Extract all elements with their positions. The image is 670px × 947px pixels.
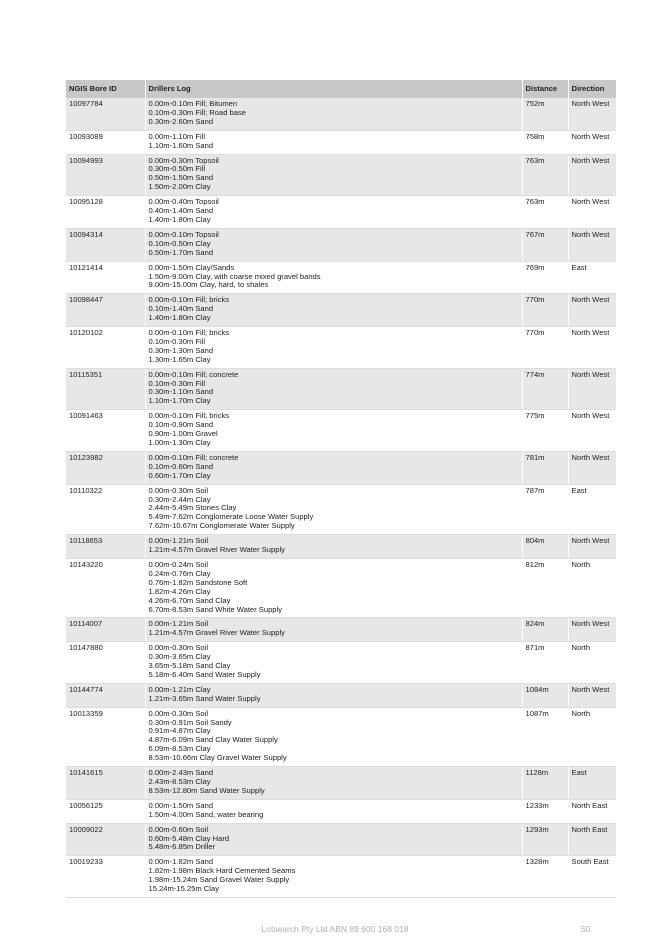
log-line: 0.30m-0.91m Soil Sandy: [148, 717, 232, 727]
distance-cell: 763m: [522, 196, 568, 229]
direction-cell: North: [568, 558, 616, 617]
bore-id-cell: 10114007: [66, 618, 145, 642]
table-row: [66, 558, 616, 617]
log-line: 1.82m-4.26m Clay: [148, 586, 211, 596]
log-line: 0.00m-0.24m Soil: [148, 559, 209, 569]
bore-id-cell: 10013359: [66, 707, 145, 766]
table-row: [66, 484, 616, 535]
log-line: 0.00m-1.21m Soil: [148, 619, 209, 629]
direction-cell: North West: [568, 98, 616, 130]
table-row: [66, 410, 616, 452]
distance-cell: 1128m: [522, 767, 568, 800]
direction-cell: North West: [568, 618, 616, 642]
log-line: 0.00m-1.50m Sand: [148, 800, 214, 810]
log-line: 0.30m-1.30m Sand: [148, 345, 214, 355]
log-line: 0.00m-0.10m Fill; bricks: [148, 295, 230, 305]
log-line: 0.10m-0.30m Fill: [148, 378, 206, 388]
drillers-log-cell: [145, 856, 522, 898]
bore-log-table: [66, 80, 616, 898]
log-line: 0.10m-0.30m Fill: [148, 336, 206, 346]
distance-cell: 804m: [522, 535, 568, 559]
distance-cell: 824m: [522, 618, 568, 642]
bore-id-cell: 10009022: [66, 823, 145, 856]
direction-cell: North West: [568, 154, 616, 196]
direction-cell: North West: [568, 410, 616, 452]
drillers-log-cell: [145, 410, 522, 452]
log-line: 0.00m-0.30m Soil: [148, 643, 209, 653]
table-row: [66, 130, 616, 154]
log-line: 1.98m-15.24m Sand Gravel Water Supply: [148, 875, 290, 885]
log-line: 1.30m-1.65m Clay: [148, 354, 211, 364]
log-line: 6.70m-8.53m Sand White Water Supply: [148, 604, 283, 614]
table-row: [66, 451, 616, 484]
table-row: [66, 154, 616, 196]
log-line: 1.40m-1.80m Clay: [148, 313, 211, 323]
bore-id-cell: 10141615: [66, 767, 145, 800]
direction-cell: North West: [568, 196, 616, 229]
log-line: 0.00m-0.10m Topsoil: [148, 229, 219, 239]
log-line: 5.18m-6.40m Sand Water Supply: [148, 669, 261, 679]
drillers-log-cell: [145, 196, 522, 229]
drillers-log-cell: [145, 154, 522, 196]
table-row: [66, 196, 616, 229]
log-line: 0.50m-1.50m Sand: [148, 173, 214, 183]
log-line: 0.10m-0.30m Fill; Road base: [148, 107, 246, 117]
log-line: 0.30m-1.10m Sand: [148, 387, 214, 397]
log-line: 0.00m-2.43m Sand: [148, 768, 214, 778]
bore-id-cell: 10093089: [66, 130, 145, 154]
log-line: 2.43m-8.53m Clay: [148, 777, 211, 786]
direction-cell: North: [568, 642, 616, 684]
direction-cell: North West: [568, 294, 616, 327]
log-line: 1.50m-4.00m Sand, water bearing: [148, 809, 264, 819]
drillers-log-cell: [145, 294, 522, 327]
log-line: 0.10m-1.40m Sand: [148, 304, 214, 314]
distance-cell: 775m: [522, 410, 568, 452]
log-line: 0.00m-1.10m Fill: [148, 131, 206, 141]
table-row: [66, 642, 616, 684]
log-line: 4.87m-6.09m Sand Clay Water Supply: [148, 735, 278, 745]
header-direction: Direction: [568, 80, 616, 98]
table-header-row: [66, 80, 616, 98]
bore-id-cell: 10091463: [66, 410, 145, 452]
log-line: 0.60m-1.70m Clay: [148, 470, 211, 480]
distance-cell: 1293m: [522, 823, 568, 856]
bore-id-cell: 10094314: [66, 228, 145, 261]
log-line: 0.00m-1.50m Clay/Sands: [148, 262, 235, 272]
bore-id-cell: 10144774: [66, 683, 145, 707]
drillers-log-cell: [145, 823, 522, 856]
log-line: 0.00m-1.21m Clay: [148, 684, 211, 694]
table-row: [66, 228, 616, 261]
distance-cell: 770m: [522, 327, 568, 369]
drillers-log-cell: [145, 767, 522, 800]
drillers-log-cell: [145, 707, 522, 766]
log-line: 9.00m-15.00m Clay, hard, to shales: [148, 280, 269, 290]
drillers-log-cell: [145, 368, 522, 410]
log-line: 1.10m-1.70m Clay: [148, 396, 211, 406]
log-line: 0.00m-1.21m Soil: [148, 536, 209, 546]
drillers-log-cell: [145, 535, 522, 559]
bore-id-cell: 10118653: [66, 535, 145, 559]
drillers-log-cell: [145, 228, 522, 261]
distance-cell: 769m: [522, 261, 568, 294]
header-drillers-log: Drillers Log: [145, 80, 522, 98]
distance-cell: 787m: [522, 484, 568, 535]
table-body: [66, 98, 616, 897]
distance-cell: 1233m: [522, 799, 568, 823]
log-line: 0.10m-0.90m Sand: [148, 420, 214, 430]
table-row: [66, 707, 616, 766]
log-line: 1.21m-3.65m Sand Water Supply: [148, 693, 261, 703]
log-line: 7.62m-10.67m Conglomerate Water Supply: [148, 521, 295, 531]
table-row: [66, 823, 616, 856]
distance-cell: 871m: [522, 642, 568, 684]
direction-cell: East: [568, 261, 616, 294]
log-line: 0.00m-1.82m Sand: [148, 857, 214, 867]
log-line: 0.00m-0.30m Soil: [148, 708, 209, 718]
bore-id-cell: 10143220: [66, 558, 145, 617]
log-line: 0.00m-0.10m Fill; concrete: [148, 369, 239, 379]
log-line: 1.40m-1.80m Clay: [148, 214, 211, 224]
table-row: [66, 683, 616, 707]
header-bore-id: NGIS Bore ID: [66, 80, 145, 98]
log-line: 0.40m-1.40m Sand: [148, 206, 214, 216]
direction-cell: North West: [568, 683, 616, 707]
log-line: 5.48m-6.85m Driller: [148, 842, 216, 852]
log-line: 2.44m-5.49m Stones Clay: [148, 503, 237, 513]
log-line: 1.82m-1.98m Black Hard Cemented Seams: [148, 866, 296, 876]
page-number: 50: [581, 924, 591, 934]
table-row: [66, 368, 616, 410]
drillers-log-cell: [145, 261, 522, 294]
log-line: 0.00m-0.40m Topsoil: [148, 197, 219, 207]
log-line: 0.00m-0.10m Fill; concrete: [148, 452, 239, 462]
log-line: 1.50m-2.00m Clay: [148, 182, 211, 192]
distance-cell: 767m: [522, 228, 568, 261]
log-line: 1.21m-4.57m Gravel River Water Supply: [148, 628, 285, 638]
direction-cell: North East: [568, 799, 616, 823]
drillers-log-cell: [145, 484, 522, 535]
log-line: 0.30m-0.50m Fill: [148, 164, 206, 174]
drillers-log-cell: [145, 130, 522, 154]
bore-id-cell: 10098447: [66, 294, 145, 327]
bore-id-cell: 10110322: [66, 484, 145, 535]
bore-id-cell: 10121414: [66, 261, 145, 294]
drillers-log-cell: [145, 98, 522, 130]
log-line: 0.24m-0.76m Clay: [148, 568, 211, 578]
log-line: 0.30m-2.60m Sand: [148, 116, 214, 126]
drillers-log-cell: [145, 618, 522, 642]
distance-cell: 752m: [522, 98, 568, 130]
bore-id-cell: 10147880: [66, 642, 145, 684]
log-line: 4.26m-6.70m Sand Clay: [148, 595, 231, 605]
bore-id-cell: 10094993: [66, 154, 145, 196]
bore-id-cell: 10097784: [66, 98, 145, 130]
distance-cell: 770m: [522, 294, 568, 327]
log-line: 1.10m-1.60m Sand: [148, 140, 214, 150]
drillers-log-cell: [145, 642, 522, 684]
bore-id-cell: 10120102: [66, 327, 145, 369]
table-row: [66, 618, 616, 642]
log-line: 1.50m-9.00m Clay, with coarse mixed gravel bands: [148, 271, 321, 281]
log-line: 0.90m-1.00m Gravel: [148, 429, 218, 439]
direction-cell: South East: [568, 856, 616, 898]
distance-cell: 1087m: [522, 707, 568, 766]
bore-id-cell: 10095128: [66, 196, 145, 229]
table-row: [66, 294, 616, 327]
table-row: [66, 856, 616, 898]
log-line: 0.10m-0.50m Clay: [148, 238, 211, 248]
direction-cell: North East: [568, 823, 616, 856]
log-line: 0.00m-0.30m Soil: [148, 485, 209, 495]
table-row: [66, 327, 616, 369]
direction-cell: North West: [568, 228, 616, 261]
log-line: 0.00m-0.10m Fill; Bitumen: [148, 99, 238, 108]
direction-cell: North West: [568, 451, 616, 484]
direction-cell: East: [568, 484, 616, 535]
drillers-log-cell: [145, 451, 522, 484]
distance-cell: 774m: [522, 368, 568, 410]
log-line: 5.49m-7.62m Conglomerate Loose Water Supply: [148, 512, 314, 522]
direction-cell: North West: [568, 327, 616, 369]
table-row: [66, 98, 616, 130]
distance-cell: 758m: [522, 130, 568, 154]
log-line: 15.24m-15.25m Clay: [148, 884, 219, 894]
direction-cell: North West: [568, 368, 616, 410]
log-line: 0.50m-1.70m Sand: [148, 247, 214, 257]
drillers-log-cell: [145, 327, 522, 369]
direction-cell: North: [568, 707, 616, 766]
table-row: [66, 799, 616, 823]
direction-cell: North West: [568, 535, 616, 559]
log-line: 6.09m-8.53m Clay: [148, 744, 211, 754]
distance-cell: 1084m: [522, 683, 568, 707]
log-line: 0.30m-3.65m Clay: [148, 652, 211, 662]
log-line: 0.00m-0.10m Fill; bricks: [148, 411, 230, 421]
direction-cell: North West: [568, 130, 616, 154]
drillers-log-cell: [145, 558, 522, 617]
log-line: 1.21m-4.57m Gravel River Water Supply: [148, 545, 285, 555]
log-line: 0.91m-4.87m Clay: [148, 726, 211, 736]
table-row: [66, 767, 616, 800]
bore-id-cell: 10056125: [66, 799, 145, 823]
footer-company-text: Lotsearch Pty Ltd ABN 89 600 168 018: [261, 924, 409, 934]
log-line: 8.53m-12.80m Sand Water Supply: [148, 785, 265, 795]
bore-id-cell: 10123982: [66, 451, 145, 484]
distance-cell: 812m: [522, 558, 568, 617]
distance-cell: 763m: [522, 154, 568, 196]
log-line: 0.30m-2.44m Clay: [148, 494, 211, 504]
log-line: 0.00m-0.30m Topsoil: [148, 155, 219, 165]
header-distance: Distance: [522, 80, 568, 98]
log-line: 0.10m-0.60m Sand: [148, 461, 214, 471]
log-line: 3.65m-5.18m Sand Clay: [148, 661, 231, 671]
log-line: 1.00m-1.30m Clay: [148, 438, 211, 447]
log-line: 0.00m-0.10m Fill; bricks: [148, 328, 230, 338]
log-line: 0.00m-0.60m Soil: [148, 824, 209, 834]
log-line: 0.60m-5.48m Clay Hard: [148, 833, 230, 843]
log-line: 8.53m-10.66m Clay Gravel Water Supply: [148, 753, 287, 763]
bore-id-cell: 10019233: [66, 856, 145, 898]
log-line: 0.76m-1.82m Sandstone Soft: [148, 577, 248, 587]
distance-cell: 781m: [522, 451, 568, 484]
bore-id-cell: 10115351: [66, 368, 145, 410]
drillers-log-cell: [145, 683, 522, 707]
direction-cell: East: [568, 767, 616, 800]
table-row: [66, 535, 616, 559]
distance-cell: 1328m: [522, 856, 568, 898]
table-row: [66, 261, 616, 294]
drillers-log-cell: [145, 799, 522, 823]
